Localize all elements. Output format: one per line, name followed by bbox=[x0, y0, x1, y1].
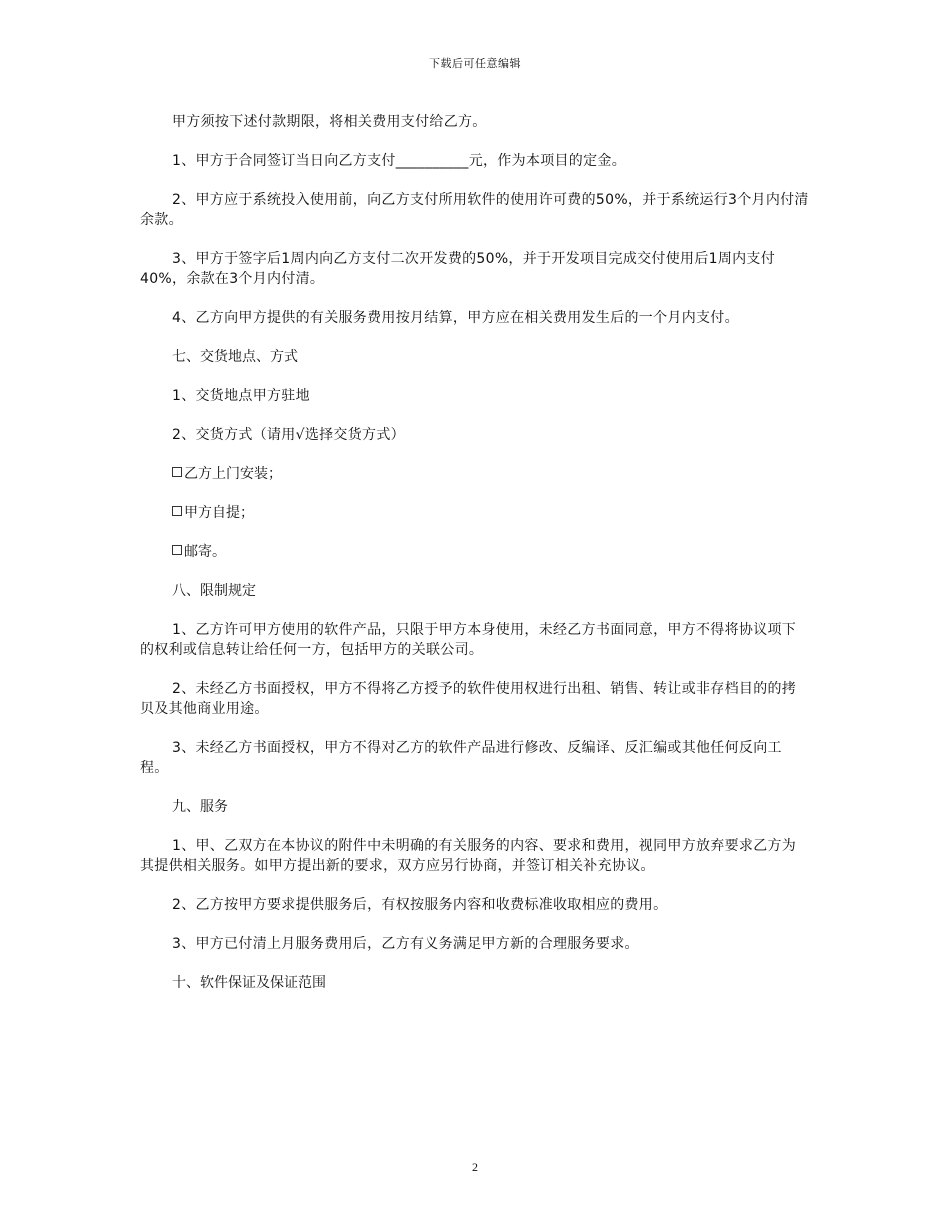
checkbox-icon bbox=[172, 506, 182, 516]
paragraph-payment-4: 4、乙方向甲方提供的有关服务费用按月结算，甲方应在相关费用发生后的一个月内支付。 bbox=[172, 310, 739, 326]
paragraph-payment-3: 3、甲方于签字后1周内向乙方支付二次开发费的50%，并于开发项目完成交付使用后1周内支付40%，余款在3个月内付清。 bbox=[140, 251, 776, 287]
checkbox-icon bbox=[172, 545, 182, 555]
checkbox-icon bbox=[172, 467, 182, 477]
section-heading-restrictions: 八、限制规定 bbox=[172, 583, 256, 599]
page-header-note: 下载后可任意编辑 bbox=[429, 57, 521, 70]
delivery-option-mail bbox=[140, 542, 810, 562]
paragraph-service-3: 3、甲方已付清上月服务费用后，乙方有义务满足甲方新的合理服务要求。 bbox=[172, 936, 639, 952]
page-number: 2 bbox=[472, 1160, 478, 1174]
delivery-option-pickup bbox=[140, 503, 810, 523]
section-heading-services: 九、服务 bbox=[172, 799, 228, 815]
paragraph-service-1: 1、甲、乙双方在本协议的附件中未明确的有关服务的内容、要求和费用，视同甲方放弃要求乙方为其提供相关服务。如甲方提出新的要求，双方应另行协商，并签订相关补充协议。 bbox=[140, 838, 797, 874]
paragraph-delivery-location: 1、交货地点甲方驻地 bbox=[172, 388, 310, 404]
paragraph-restriction-3: 3、未经乙方书面授权，甲方不得对乙方的软件产品进行修改、反编译、反汇编或其他任何反向工程。 bbox=[140, 740, 782, 776]
delivery-option-label: 乙方上门安装； bbox=[184, 466, 282, 482]
paragraph-payment-2: 2、甲方应于系统投入使用前，向乙方支付所用软件的使用许可费的50%，并于系统运行3个月内付清余款。 bbox=[140, 192, 809, 228]
delivery-option-label: 甲方自提； bbox=[184, 505, 254, 521]
paragraph-payment-intro: 甲方须按下述付款期限，将相关费用支付给乙方。 bbox=[172, 114, 487, 130]
paragraph-restriction-1: 1、乙方许可甲方使用的软件产品，只限于甲方本身使用，未经乙方书面同意，甲方不得将协议项下的权利或信息转让给任何一方，包括甲方的关联公司。 bbox=[140, 622, 797, 658]
section-heading-delivery: 七、交货地点、方式 bbox=[172, 349, 298, 365]
delivery-option-label: 邮寄。 bbox=[184, 544, 226, 560]
paragraph-service-2: 2、乙方按甲方要求提供服务后，有权按服务内容和收费标准收取相应的费用。 bbox=[172, 897, 668, 913]
delivery-option-install bbox=[140, 464, 810, 484]
section-heading-warranty: 十、软件保证及保证范围 bbox=[172, 975, 326, 991]
paragraph-payment-1: 1、甲方于合同签订当日向乙方支付__________元，作为本项目的定金。 bbox=[172, 153, 627, 169]
document-body bbox=[140, 112, 810, 1012]
paragraph-delivery-method: 2、交货方式（请用√选择交货方式） bbox=[172, 427, 405, 443]
paragraph-restriction-2: 2、未经乙方书面授权，甲方不得将乙方授予的软件使用权进行出租、销售、转让或非存档目的的拷贝及其他商业用途。 bbox=[140, 681, 797, 717]
